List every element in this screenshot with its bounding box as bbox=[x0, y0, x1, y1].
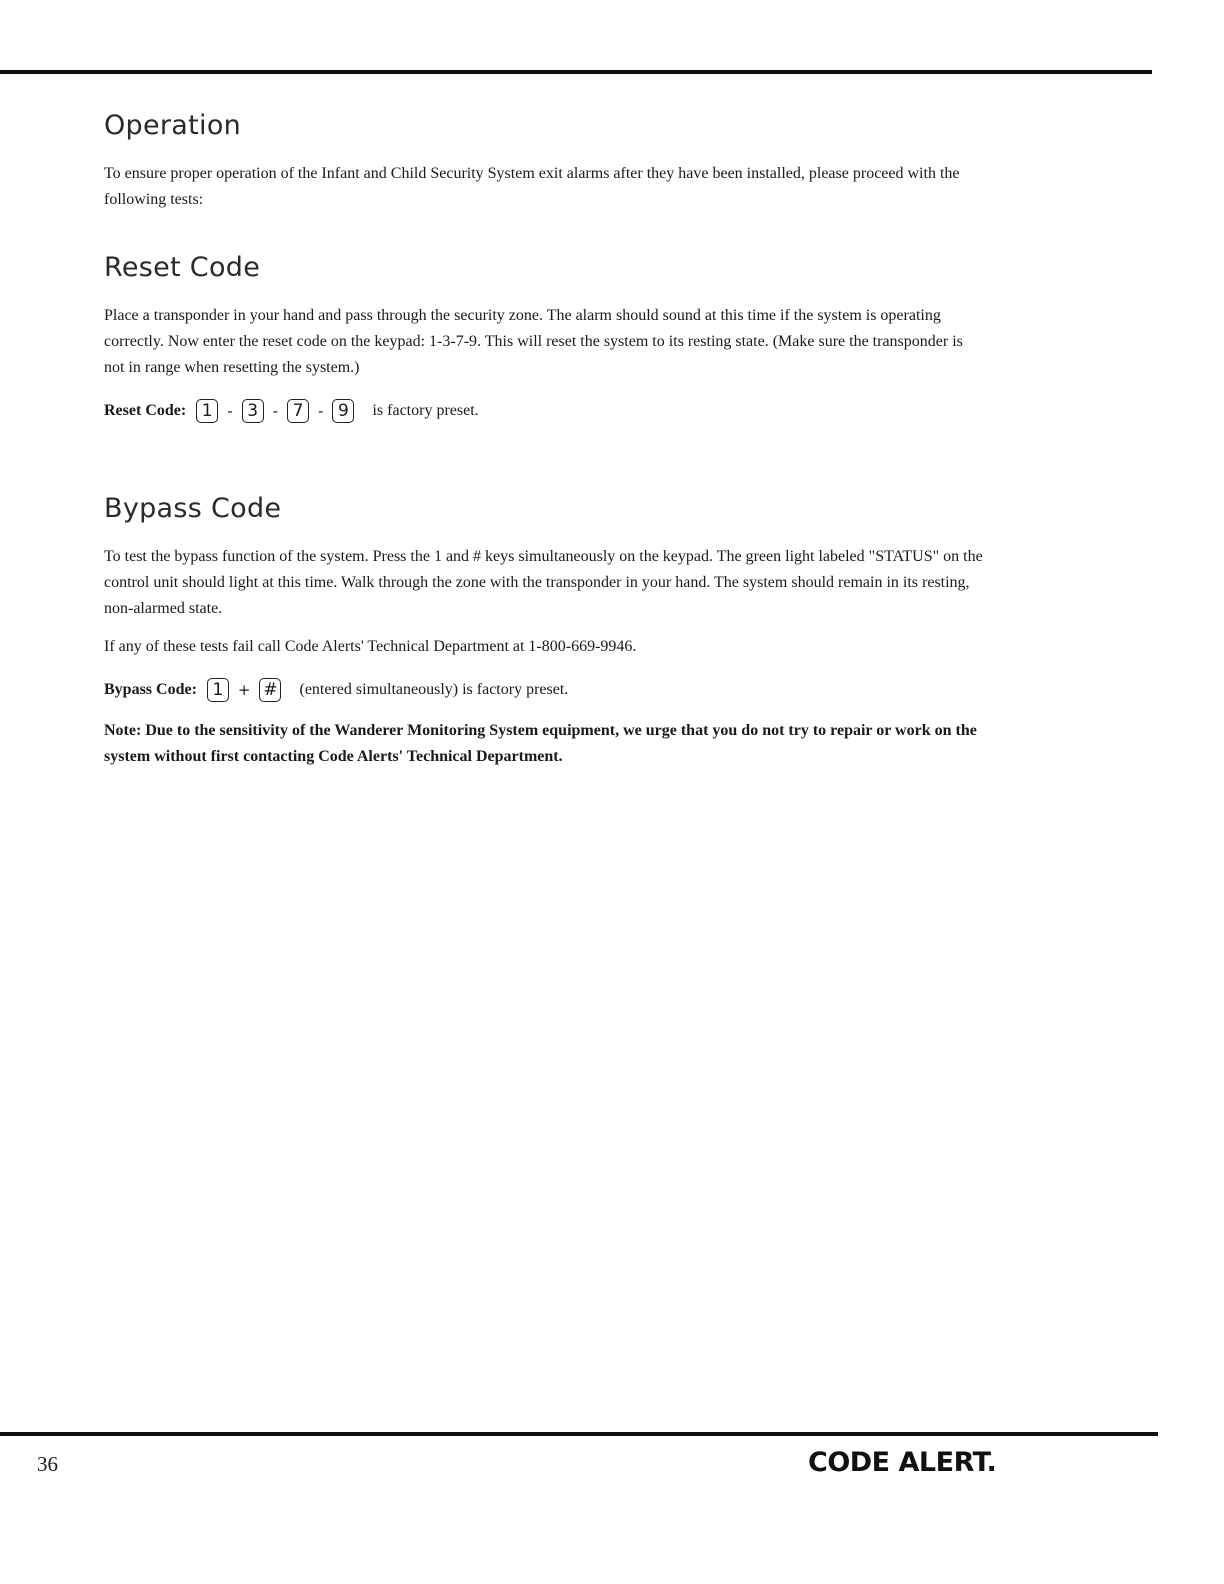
reset-code-line bbox=[104, 399, 984, 423]
operation-heading: Operation bbox=[104, 110, 242, 141]
bypass-code-heading: Bypass Code bbox=[104, 493, 282, 524]
code-alert-logo: CODE ALERT. bbox=[808, 1447, 997, 1478]
page-content bbox=[104, 110, 984, 765]
dash-separator: - bbox=[272, 402, 279, 420]
reset-code-suffix: is factory preset. bbox=[372, 402, 479, 419]
reset-code-label: Reset Code: bbox=[104, 402, 187, 419]
operation-body: To ensure proper operation of the Infant and Child Security System exit alarms after they have been installed, please proceed with the following tests: bbox=[104, 165, 960, 208]
bypass-code-suffix: (entered simultaneously) is factory preset. bbox=[299, 681, 569, 698]
dash-separator: - bbox=[227, 402, 233, 420]
reset-code-body: Place a transponder in your hand and pass through the security zone. The alarm should sound at this time if the system is operating correctly. Now enter the reset code on the keypad: 1-3-7-9. This will reset the system to its resting state. (Make sure the transponder is not in range when resetting the system.) bbox=[104, 307, 963, 376]
key-9: 9 bbox=[332, 399, 354, 423]
bypass-code-body: To test the bypass function of the system. Press the 1 and # keys simultaneously on the keypad. The green light labeled "STATUS" on the control unit should light at this time. Walk through the zone with the transponder in your hand. The system should remain in its resting, non-alarmed state. bbox=[104, 548, 983, 617]
plus-separator: + bbox=[237, 681, 251, 699]
top-rule bbox=[0, 70, 1152, 74]
key-1: 1 bbox=[207, 678, 229, 702]
sensitivity-note: Note: Due to the sensitivity of the Wanderer Monitoring System equipment, we urge that you do not try to repair or work on the system without first contacting Code Alerts' Technical Department. bbox=[104, 722, 977, 765]
bypass-code-label: Bypass Code: bbox=[104, 681, 197, 698]
bypass-code-line bbox=[104, 678, 984, 702]
reset-code-heading: Reset Code bbox=[104, 252, 261, 283]
key-3: 3 bbox=[242, 399, 264, 423]
key-1: 1 bbox=[196, 399, 218, 423]
key-7: 7 bbox=[287, 399, 309, 423]
page-number: 36 bbox=[37, 1452, 58, 1476]
bottom-rule bbox=[0, 1432, 1158, 1436]
bypass-code-section bbox=[104, 493, 984, 782]
key-hash: # bbox=[259, 678, 281, 702]
operation-section bbox=[104, 110, 984, 213]
reset-code-section bbox=[104, 252, 984, 423]
technical-support-text: If any of these tests fail call Code Alerts' Technical Department at 1-800-669-9946. bbox=[104, 638, 637, 655]
dash-separator: - bbox=[318, 402, 324, 420]
